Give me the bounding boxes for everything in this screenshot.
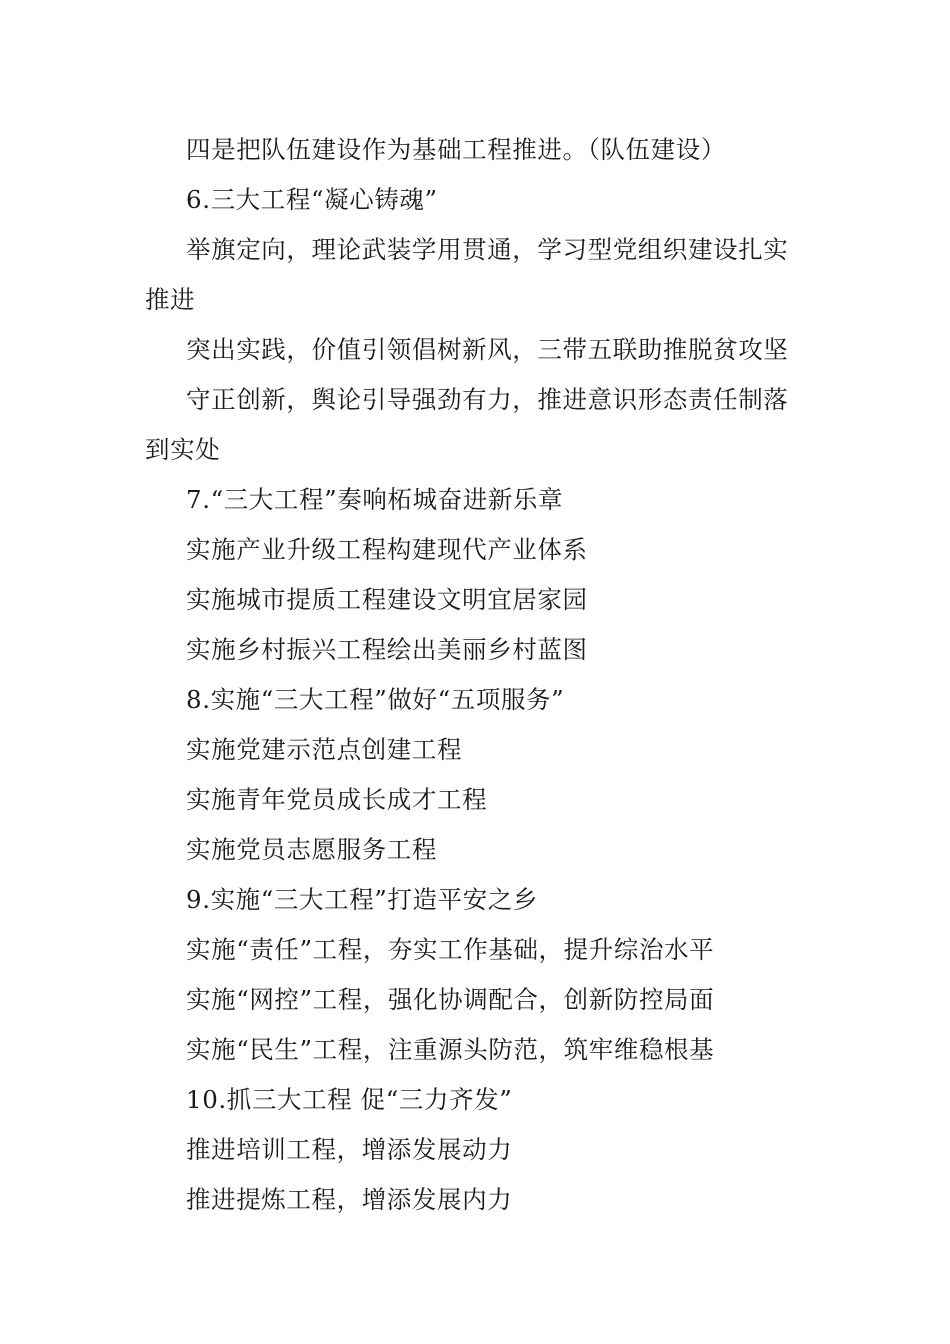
- paragraph-refinement: 推进提炼工程，增添发展内力: [186, 1185, 513, 1214]
- paragraph-city: 实施城市提质工程建设文明宜居家园: [186, 585, 588, 614]
- heading-item-9: 9.实施“三大工程”打造平安之乡: [186, 885, 539, 914]
- paragraph-innovation: 守正创新，舆论引导强劲有力，推进意识形态责任制落到实处: [145, 385, 789, 464]
- paragraph-responsibility: 实施“责任”工程，夯实工作基础，提升综治水平: [186, 935, 715, 964]
- paragraph-volunteer: 实施党员志愿服务工程: [186, 835, 437, 864]
- paragraph-practice: 突出实践，价值引领倡树新风，三带五联助推脱贫攻坚: [186, 335, 789, 364]
- heading-item-8: 8.实施“三大工程”做好“五项服务”: [186, 685, 565, 714]
- paragraph-livelihood: 实施“民生”工程，注重源头防范，筑牢维稳根基: [186, 1035, 715, 1064]
- heading-item-7: 7.“三大工程”奏响柘城奋进新乐章: [186, 485, 564, 514]
- paragraph-youth: 实施青年党员成长成才工程: [186, 785, 488, 814]
- paragraph-demo-site: 实施党建示范点创建工程: [186, 735, 463, 764]
- heading-item-6: 6.三大工程“凝心铸魂”: [186, 185, 438, 214]
- paragraph-industry: 实施产业升级工程构建现代产业体系: [186, 535, 588, 564]
- paragraph-theory: 举旗定向，理论武装学用贯通，学习型党组织建设扎实推进: [145, 235, 789, 314]
- heading-item-10: 10.抓三大工程 促“三力齐发”: [186, 1085, 513, 1114]
- paragraph-village: 实施乡村振兴工程绘出美丽乡村蓝图: [186, 635, 588, 664]
- paragraph-training: 推进培训工程，增添发展动力: [186, 1135, 513, 1164]
- paragraph-network: 实施“网控”工程，强化协调配合，创新防控局面: [186, 985, 715, 1014]
- paragraph-team-building: 四是把队伍建设作为基础工程推进。（队伍建设）: [186, 135, 726, 164]
- document-body: [145, 125, 813, 1225]
